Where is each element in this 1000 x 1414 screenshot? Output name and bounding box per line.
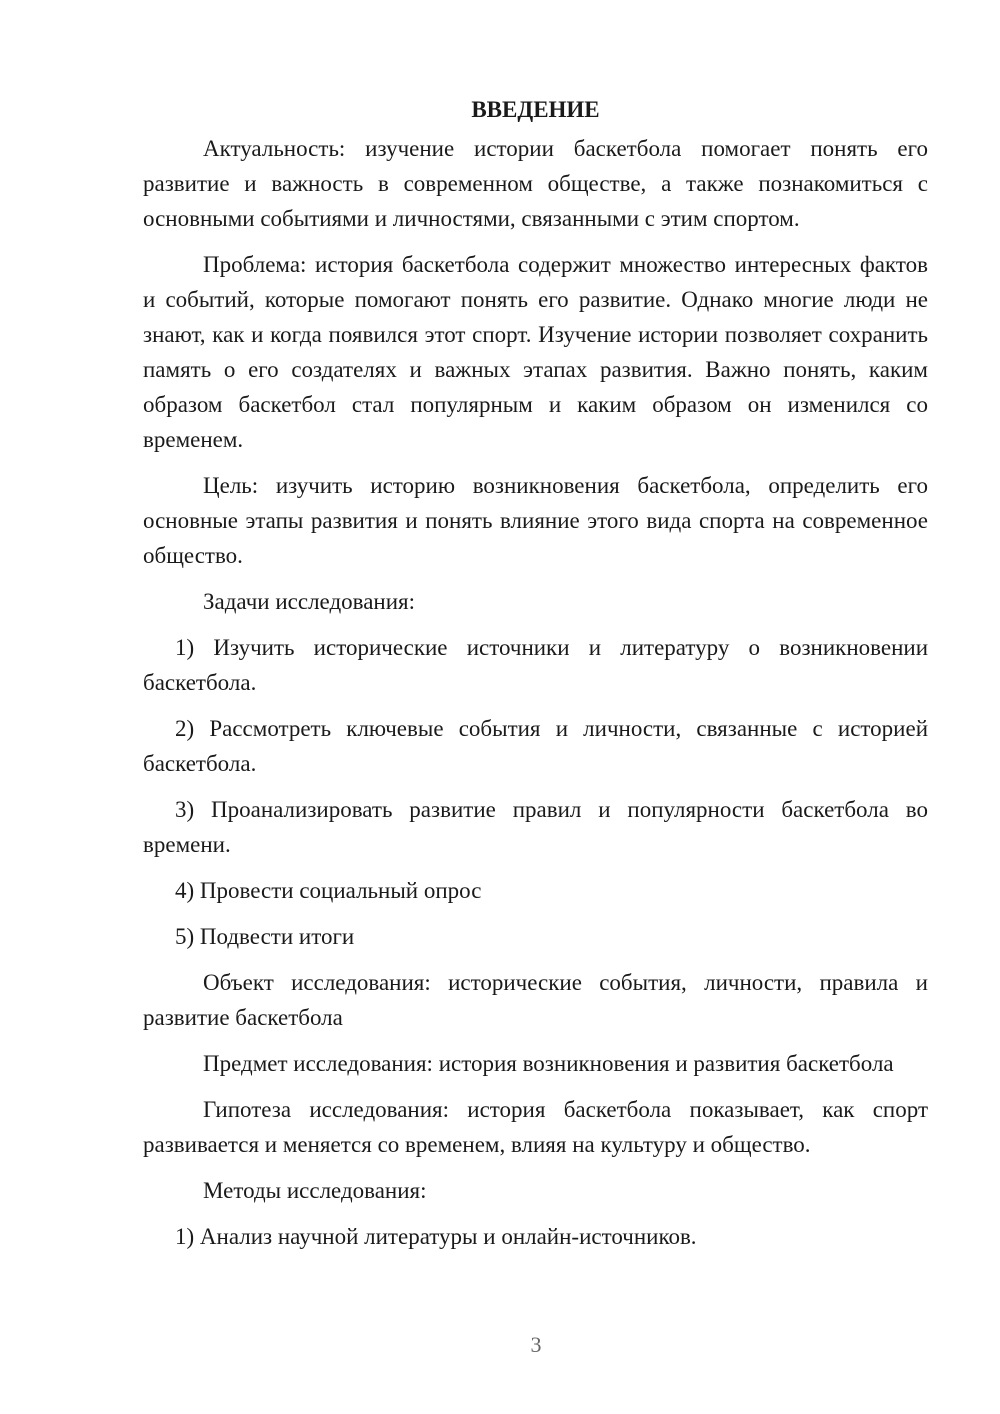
tasks-heading: Задачи исследования: xyxy=(203,589,416,614)
task-item: 2) Рассмотреть ключевые события и личности, связанные с историей баскетбола. xyxy=(143,716,928,776)
relevance-paragraph: Актуальность: изучение истории баскетбола помогает понять его развитие и важность в современном обществе, а также познакомиться с основными событиями и личностями, связанными с этим спортом. xyxy=(143,136,928,231)
method-item: 1) Анализ научной литературы и онлайн-источников. xyxy=(175,1224,697,1249)
task-item: 3) Проанализировать развитие правил и популярности баскетбола во времени. xyxy=(143,797,928,857)
methods-heading: Методы исследования: xyxy=(203,1178,427,1203)
hypothesis-paragraph: Гипотеза исследования: история баскетбола показывает, как спорт развивается и меняется со временем, влияя на культуру и общество. xyxy=(143,1097,928,1157)
object-paragraph: Объект исследования: исторические события, личности, правила и развитие баскетбола xyxy=(143,970,928,1030)
section-title: ВВЕДЕНИЕ xyxy=(471,97,600,122)
subject-paragraph: Предмет исследования: история возникновения и развития баскетбола xyxy=(203,1051,894,1076)
page-content xyxy=(143,92,928,1265)
task-item: 1) Изучить исторические источники и литературу о возникновении баскетбола. xyxy=(143,635,928,695)
goal-paragraph: Цель: изучить историю возникновения баскетбола, определить его основные этапы развития и понять влияние этого вида спорта на современное общество. xyxy=(143,473,928,568)
problem-paragraph: Проблема: история баскетбола содержит множество интересных фактов и событий, которые помогают понять его развитие. Однако многие люди не знают, как и когда появился этот спорт. Изучение истории позволяет сохранить память о его создателях и важных этапах развития. Важно понять, каким образом баскетбол стал популярным и каким образом он изменился со временем. xyxy=(143,252,928,452)
page-number: 3 xyxy=(530,1332,542,1357)
task-item: 5) Подвести итоги xyxy=(175,924,355,949)
task-item: 4) Провести социальный опрос xyxy=(175,878,482,903)
